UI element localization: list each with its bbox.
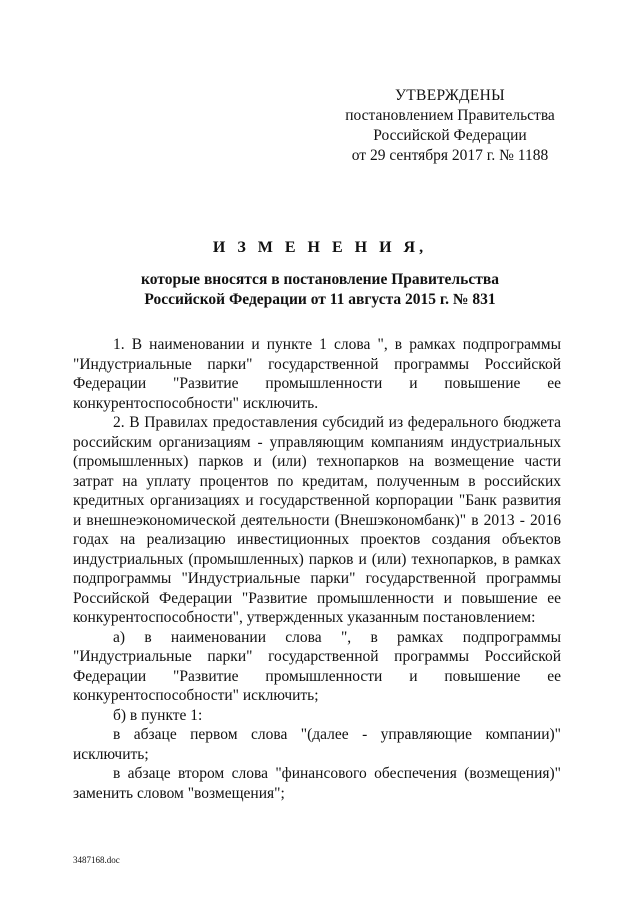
approval-block <box>330 86 570 166</box>
approval-line-3: от 29 сентября 2017 г. № 1188 <box>351 147 549 164</box>
approval-line-2: Российской Федерации <box>373 127 527 144</box>
document-subtitle-line-2: Российской Федерации от 11 августа 2015 г. № 831 <box>144 291 496 308</box>
document-subtitle-line-1: которые вносятся в постановление Правительства <box>141 271 499 288</box>
paragraph-2b-second-abzac: в абзаце втором слова "финансового обеспечения (возмещения)" заменить словом "возмещения"; <box>73 765 561 802</box>
paragraph-2a: а) в наименовании слова ", в рамках подпрограммы "Индустриальные парки" государственной программы Российской Федерации "Развитие промышленности и повышение ее конкурентоспособности" исключить; <box>73 628 561 704</box>
approval-title: УТВЕРЖДЕНЫ <box>395 87 505 104</box>
document-title: И З М Е Н Е Н И Я, <box>212 239 428 256</box>
paragraph-2: 2. В Правилах предоставления субсидий из федерального бюджета российским организациям - управляющим компаниям индустриальных (промышленных) парков и (или) технопарков на возмещение части затрат на уплату процентов по кредитам, полученным в российских кредитных организациях и государственной корпорации "Банк развития и внешнеэкономической деятельности (Внешэкономбанк)" в 2013 - 2016 годах на реализацию инвестиционных проектов создания объектов индустриальных (промышленных) парков и (или) технопарков, в рамках подпрограммы "Индустриальные парки" государственной программы Российской Федерации "Развитие промышленности и повышение ее конкурентоспособности", утвержденных указанным постановлением: <box>73 414 561 626</box>
approval-line-1: постановлением Правительства <box>345 107 555 124</box>
document-body <box>73 335 561 803</box>
paragraph-2b: б) в пункте 1: <box>113 706 203 724</box>
paragraph-2b-first-abzac: в абзаце первом слова "(далее - управляющие компании)" исключить; <box>73 726 561 763</box>
paragraph-1: 1. В наименовании и пункте 1 слова ", в рамках подпрограммы "Индустриальные парки" государственной программы Российской Федерации "Развитие промышленности и повышение ее конкурентоспособности" исключить. <box>73 336 561 412</box>
footer-file-name: 3487168.doc <box>73 855 120 865</box>
document-heading <box>0 238 640 310</box>
